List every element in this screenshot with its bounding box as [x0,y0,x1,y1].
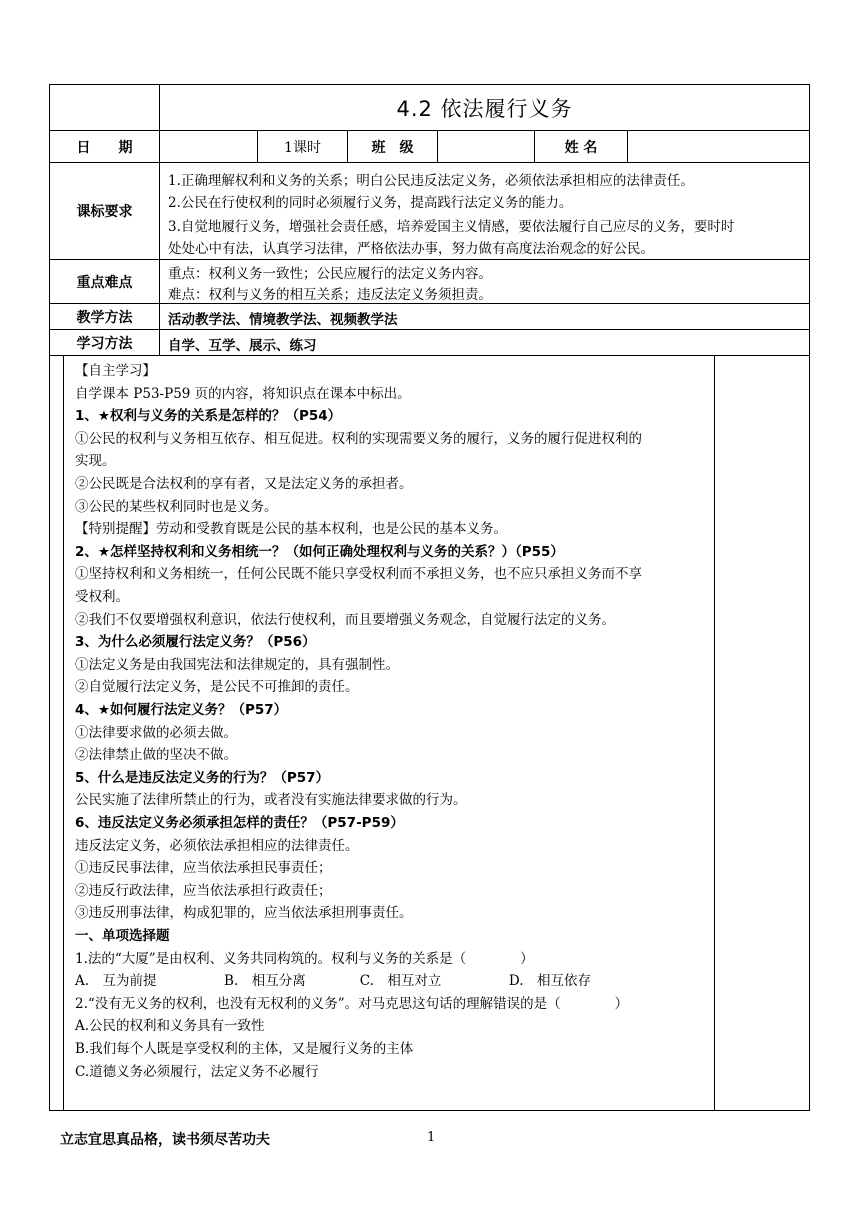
content-line: ②我们不仅要增强权利意识，依法行使权利，而且要增强义务观念，自觉履行法定的义务。 [75,611,615,628]
content-right-divider [714,355,715,1111]
content-line: 受权利。 [75,589,129,605]
section-heading: 一、单项选择题 [75,928,170,944]
content-line: 自学课本 P53-P59 页的内容，将知识点在课本中标出。 [75,385,411,402]
keypoints-row-bottom [49,303,810,304]
content-line: ①公民的权利与义务相互依存、相互促进。权利的实现需要义务的履行，义务的履行促进权利的 [75,430,642,447]
content-line: 实现。 [75,453,116,470]
requirement-line: 处处心中有法，认真学习法律，严格依法办事，努力做有高度法治观念的好公民。 [168,241,654,257]
study-row-bottom [49,355,810,356]
lessons-label: 1课时 [284,139,321,156]
content-line: 1.法的“大厦”是由权利、义务共同构筑的。权利与义务的关系是（ ） [75,950,534,967]
content-line: 违反法定义务，必须依法承担相应的法律责任。 [75,837,359,854]
class-label: 班 级 [371,139,414,156]
teaching-method-label: 教学方法 [76,309,133,326]
content-line: C.道德义务必须履行，法定义务不必履行 [75,1063,319,1080]
section-heading: 2、★怎样坚持权利和义务相统一？（如何正确处理权利与义务的关系？）（P55） [75,543,564,560]
section-heading: 3、为什么必须履行法定义务？（P56） [75,634,316,651]
content-line: ②公民既是合法权利的享有者，又是法定义务的承担者。 [75,476,413,492]
content-line: ①法定义务是由我国宪法和法律规定的，具有强制性。 [75,656,399,673]
date-label: 日 期 [76,139,133,156]
keypoint-line: 重点：权利义务一致性；公民应履行的法定义务内容。 [168,266,492,282]
content-line: ①坚持权利和义务相统一，任何公民既不能只享受权利而不承担义务，也不应只承担义务而不享 [75,566,642,583]
requirements-row-bottom [49,259,810,260]
page-title: 4.2 依法履行义务 [396,96,573,121]
notes-column-right-border [809,355,810,1111]
content-bottom-border [49,1110,810,1111]
keypoints-label: 重点难点 [76,274,133,291]
date-row-bottom [49,162,810,163]
content-line: ①法律要求做的必须去做。 [75,724,237,741]
requirements-label: 课标要求 [76,204,133,220]
content-line: ②法律禁止做的坚决不做。 [75,747,237,764]
content-line: ①违反民事法律，应当依法承担民事责任； [75,860,332,877]
section-heading: 1、★权利与义务的关系是怎样的？（P54） [75,408,342,425]
requirement-line: 2.公民在行使权利的同时必须履行义务，提高践行法定义务的能力。 [168,195,573,211]
table-right-border [809,84,810,355]
class-value[interactable] [438,131,534,162]
content-line: 2.“没有无义务的权利，也没有无权利的义务”。对马克思这句话的理解错误的是（ ） [75,995,629,1012]
content-line: A. 互为前提 B. 相互分离 C. 相互对立 D. 相互依存 [75,973,592,990]
keypoint-line: 难点：权利与义务的相互关系；违反法定义务须担责。 [168,287,492,303]
name-label: 姓 名 [564,139,598,156]
content-line: ③公民的某些权利同时也是义务。 [75,498,278,515]
content-line: 公民实施了法律所禁止的行为，或者没有实施法律要求做的行为。 [75,792,467,809]
content-line: ②违反行政法律，应当依法承担行政责任； [75,882,332,899]
page-number: 1 [427,1130,436,1145]
study-method-value: 自学、互学、展示、练习 [168,338,317,354]
content-line: 【自主学习】 [75,363,156,379]
teaching-row-bottom [49,329,810,330]
content-left-divider [63,355,64,1111]
date-value[interactable] [160,131,257,162]
content-line: ③违反刑事法律，构成犯罪的，应当依法承担刑事责任。 [75,905,413,922]
footer-motto: 立志宜思真品格，读书须尽苦功夫 [60,1132,270,1148]
name-value[interactable] [628,131,809,162]
section-heading: 6、违反法定义务必须承担怎样的责任？（P57-P59） [75,815,404,831]
requirement-line: 1.正确理解权利和义务的关系；明白公民违反法定义务，必须依法承担相应的法律责任。 [168,173,694,189]
teaching-method-value: 活动教学法、情境教学法、视频教学法 [168,312,398,328]
study-method-label: 学习方法 [76,335,133,352]
content-line: ②自觉履行法定义务，是公民不可推卸的责任。 [75,679,359,696]
section-heading: 4、★如何履行法定义务？（P57） [75,702,288,718]
requirement-line: 3.自觉地履行义务，增强社会责任感，培养爱国主义情感，要依法履行自己应尽的义务，要时时 [168,219,735,235]
content-line: A.公民的权利和义务具有一致性 [75,1018,265,1035]
section-heading: 5、什么是违反法定义务的行为？（P57） [75,769,330,786]
content-line: B.我们每个人既是享受权利的主体，又是履行义务的主体 [75,1041,414,1057]
content-line: 【特别提醒】劳动和受教育既是公民的基本权利，也是公民的基本义务。 [75,521,507,538]
